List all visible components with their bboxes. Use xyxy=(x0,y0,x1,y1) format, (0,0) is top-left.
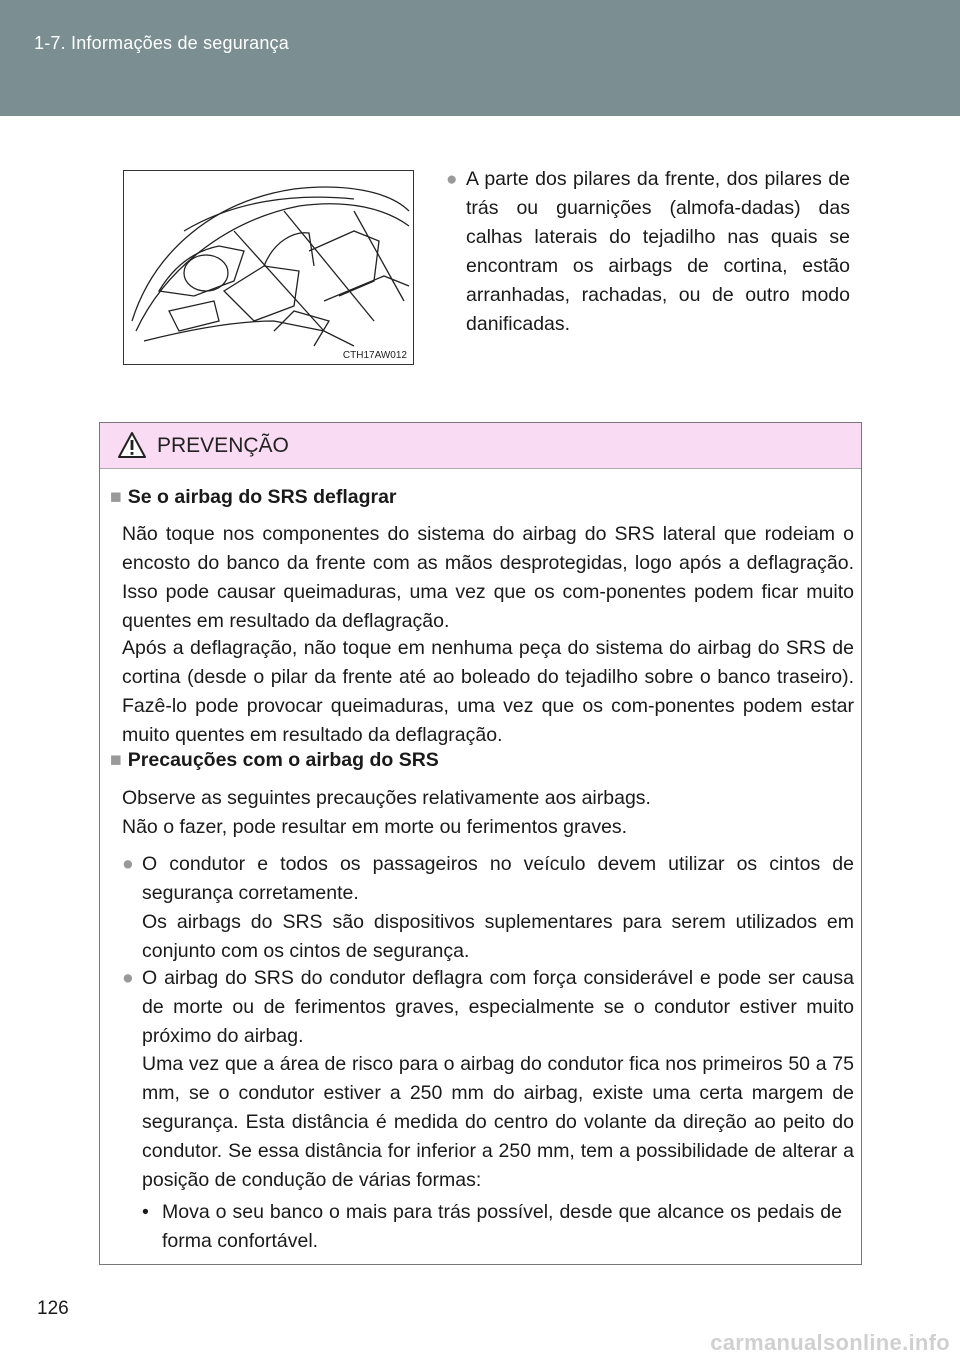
bullet-dot-icon: ● xyxy=(122,853,134,875)
sub-list-item-text: Mova o seu banco o mais para trás possível, desde que alcance os pedais de forma confortável. xyxy=(162,1201,842,1252)
watermark: carmanualsonline.info xyxy=(710,1330,950,1355)
square-bullet-icon: ■ xyxy=(110,486,122,508)
list-item xyxy=(122,850,854,908)
list-item-text: O airbag do SRS do condutor deflagra com força considerável e pode ser causa de morte ou de ferimentos graves, especialmente se o condutor estiver muito próximo do airbag. xyxy=(142,967,854,1047)
paragraph: Após a deflagração, não toque em nenhuma peça do sistema do airbag do SRS de cortina (desde o pilar da frente até ao boleado do tejadilho sobre o banco traseiro). Fazê-lo pode provocar queimaduras, uma vez que os com-ponentes podem estar muito quentes em resultado da deflagração. xyxy=(122,637,854,746)
paragraph-line: Não o fazer, pode resultar em morte ou ferimentos graves. xyxy=(122,816,628,838)
car-interior-drawing xyxy=(124,171,413,364)
subsection-heading-text: Se o airbag do SRS deflagrar xyxy=(127,486,397,508)
bullet-dot-icon: ● xyxy=(446,169,458,190)
paragraph: Não toque nos componentes do sistema do airbag do SRS lateral que rodeiam o encosto do banco da frente com as mãos desprotegidas, logo após a deflagração. Isso pode causar queimaduras, uma vez que os com-ponentes podem ficar muito quentes em resultado da deflagração. xyxy=(122,523,854,632)
subsection-heading xyxy=(110,746,439,775)
warning-title: PREVENÇÃO xyxy=(157,434,289,457)
subsection-heading-text: Precauções com o airbag do SRS xyxy=(127,749,439,771)
paragraph-line: Observe as seguintes precauções relativamente aos airbags. xyxy=(122,787,651,809)
small-bullet-icon: • xyxy=(142,1201,149,1223)
page-header xyxy=(0,0,960,116)
warning-box xyxy=(99,422,862,1265)
list-item xyxy=(122,964,854,1051)
image-code: CTH17AW012 xyxy=(342,350,407,361)
list-item-text: O condutor e todos os passageiros no veículo devem utilizar os cintos de segurança corretamente. xyxy=(142,853,854,904)
list-item-text: Uma vez que a área de risco para o airbag do condutor fica nos primeiros 50 a 75 mm, se o condutor estiver a 250 mm do airbag, existe uma certa margem de segurança. Esta distância é medida do centro do volante da direção ao peito do condutor. Se essa distância for inferior a 250 mm, tem a possibilidade de alterar a posição de condução de várias formas: xyxy=(142,1053,854,1191)
subsection-heading xyxy=(110,483,397,512)
list-item-continuation xyxy=(122,908,854,966)
sub-list-item xyxy=(142,1198,842,1256)
car-interior-illustration xyxy=(123,170,414,365)
warning-triangle-icon xyxy=(117,431,147,459)
square-bullet-icon: ■ xyxy=(110,749,122,771)
top-bullet-text: A parte dos pilares da frente, dos pilares de trás ou guarnições (almofa-dadas) das calhas laterais do tejadilho nas quais se encontram os airbags de cortina, estão arranhadas, rachadas, ou de outro modo danificadas. xyxy=(466,168,850,335)
bullet-dot-icon: ● xyxy=(122,967,134,989)
list-item-text: Os airbags do SRS são dispositivos suplementares para serem utilizados em conjunto com os cintos de segurança. xyxy=(142,911,854,962)
top-bullet-item xyxy=(446,165,850,339)
list-item-continuation xyxy=(122,1050,854,1195)
page-number: 126 xyxy=(37,1298,69,1319)
section-title: 1-7. Informações de segurança xyxy=(34,33,289,53)
warning-header xyxy=(100,423,861,469)
